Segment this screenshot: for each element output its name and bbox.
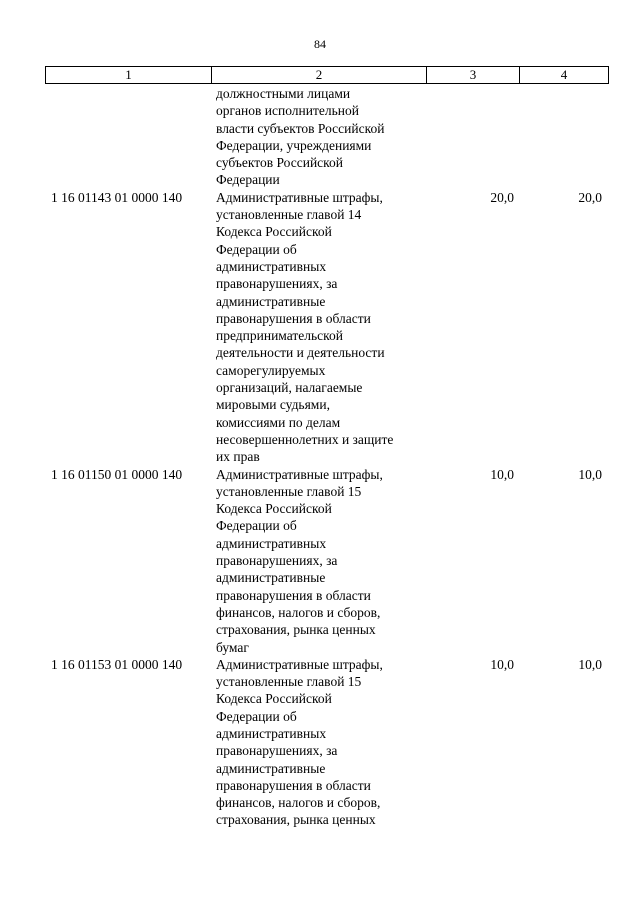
value-col-3: 20,0 <box>490 189 514 205</box>
table-header <box>45 66 609 84</box>
table-row <box>45 656 609 829</box>
row-description: Административные штрафы, установленные главой 15 Кодекса Российской Федерации об административных правонарушениях, за административные правонарушения в области финансов, налогов и сборов, страхования, рынка ценных <box>216 656 383 828</box>
value-col-4: 10,0 <box>578 466 602 482</box>
value-col-3: 10,0 <box>490 656 514 672</box>
header-col-1: 1 <box>46 67 212 83</box>
page-number: 84 <box>314 37 326 51</box>
table-body <box>45 85 609 829</box>
table-row <box>45 189 609 466</box>
row-description: Административные штрафы, установленные главой 14 Кодекса Российской Федерации об административных правонарушениях, за административные правонарушения в области предпринимательской деятельности и деятельности саморегулируемых организаций, налагаемые мировыми судьями, комиссиями по делам несовершеннолетних и защите их прав <box>216 189 394 465</box>
value-col-3: 10,0 <box>490 466 514 482</box>
value-col-4: 10,0 <box>578 656 602 672</box>
budget-code: 1 16 01153 01 0000 140 <box>51 656 183 672</box>
budget-code: 1 16 01143 01 0000 140 <box>51 189 183 205</box>
header-col-3: 3 <box>427 67 520 83</box>
header-col-4: 4 <box>560 67 568 82</box>
budget-code: 1 16 01150 01 0000 140 <box>51 466 183 482</box>
table-row <box>45 466 609 656</box>
header-col-2: 2 <box>212 67 427 83</box>
table-row <box>45 85 609 189</box>
row-description: Административные штрафы, установленные главой 15 Кодекса Российской Федерации об административных правонарушениях, за административные правонарушения в области финансов, налогов и сборов, страхования, рынка ценных бумаг <box>216 466 383 655</box>
row-description: должностными лицами органов исполнительной власти субъектов Российской Федерации, учреждениями субъектов Российской Федерации <box>216 86 385 188</box>
value-col-4: 20,0 <box>578 189 602 205</box>
